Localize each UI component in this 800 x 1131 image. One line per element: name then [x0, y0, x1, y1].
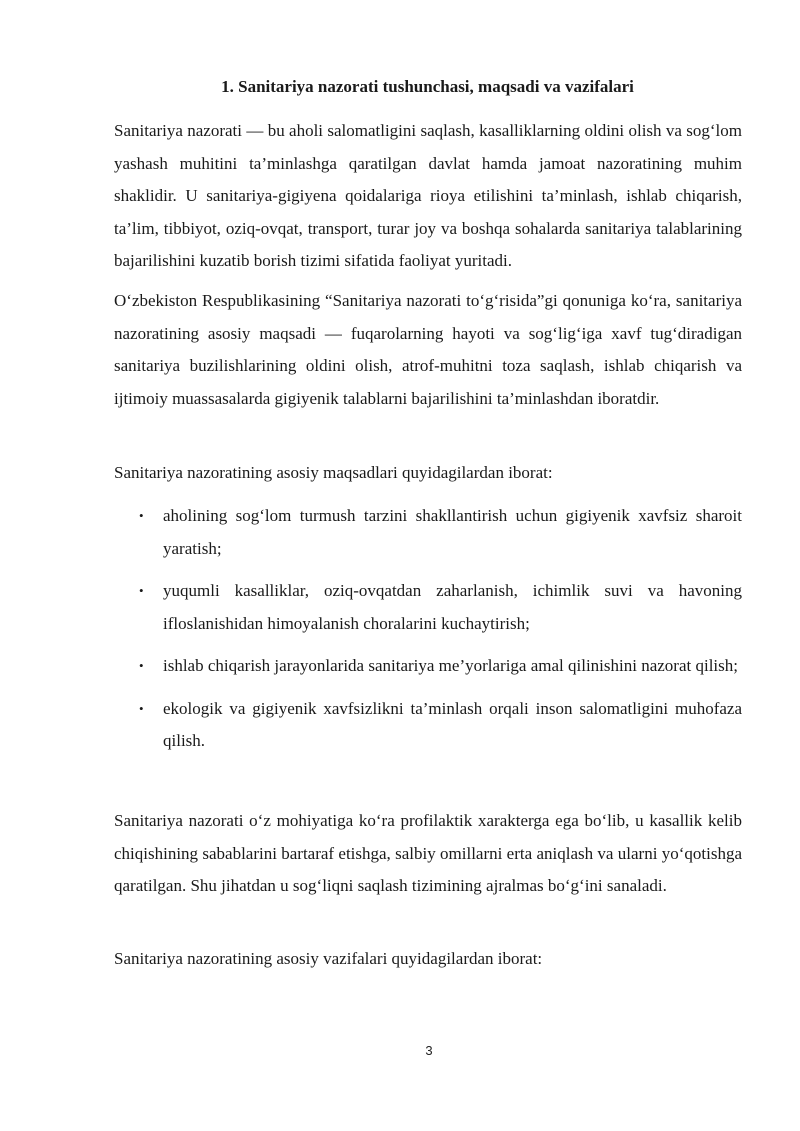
list-item	[114, 500, 742, 565]
list-item-text: aholining sog‘lom turmush tarzini shakllantirish uchun gigiyenik xavfsiz sharoit yaratish;	[163, 506, 742, 558]
list-item	[114, 575, 742, 640]
bullet-icon: •	[139, 583, 144, 598]
list-item	[114, 693, 742, 758]
bullet-icon: •	[139, 508, 144, 523]
paragraph-goals-intro: Sanitariya nazoratining asosiy maqsadlari quyidagilardan iborat:	[114, 463, 553, 482]
bullet-icon: •	[139, 700, 144, 716]
list-item-text: ishlab chiqarish jarayonlarida sanitariya me’yorlariga amal qilinishini nazorat qilish;	[163, 656, 738, 675]
list-item-text: ekologik va gigiyenik xavfsizlikni ta’minlash orqali inson salomatligini muhofaza qilish.	[163, 698, 742, 750]
paragraph-preventive-nature: Sanitariya nazorati o‘z mohiyatiga ko‘ra profilaktik xarakterga ega bo‘lib, u kasallik kelib chiqishining sabablarini bartaraf etishga, salbiy omillarni erta aniqlash va ularni yo‘qotishga qaratilgan. Shu jihatdan u sog‘liqni saqlash tizimining ajralmas bo‘g‘ini sanaladi.	[114, 811, 742, 895]
paragraph-definition: Sanitariya nazorati — bu aholi salomatligini saqlash, kasalliklarning oldini olish va sog‘lom yashash muhitini ta’minlashga qaratilgan davlat hamda jamoat nazoratining muhim shaklidir. U sanitariya-gigiyena qoidalariga rioya etilishini ta’minlash, ishlab chiqarish, ta’lim, tibbiyot, oziq-ovqat, transport, turar joy va boshqa sohalarda sanitariya talablarining bajarilishini kuzatib borish tizimi sifatida faoliyat yuritadi.	[114, 121, 742, 270]
section-heading: 1. Sanitariya nazorati tushunchasi, maqsadi va vazifalari	[221, 77, 634, 96]
list-item-text: yuqumli kasalliklar, oziq-ovqatdan zaharlanish, ichimlik suvi va havoning ifloslanishidan himoyalanish choralarini kuchaytirish;	[163, 581, 742, 633]
goals-list	[114, 500, 742, 768]
bullet-icon: •	[139, 658, 144, 673]
list-item	[114, 650, 742, 683]
paragraph-tasks-intro: Sanitariya nazoratining asosiy vazifalari quyidagilardan iborat:	[114, 949, 543, 968]
paragraph-law-purpose: O‘zbekiston Respublikasining “Sanitariya nazorati to‘g‘risida”gi qonuniga ko‘ra, sanitariya nazoratining asosiy maqsadi — fuqarolarning hayoti va sog‘lig‘iga xavf tug‘diradigan sanitariya buzilishlarining oldini olish, atrof-muhitni toza saqlash, ishlab chiqarish va ijtimoiy muassasalarda gigiyenik talablarni bajarilishini ta’minlashdan iboratdir.	[114, 291, 742, 408]
page-number: 3	[425, 1043, 433, 1058]
